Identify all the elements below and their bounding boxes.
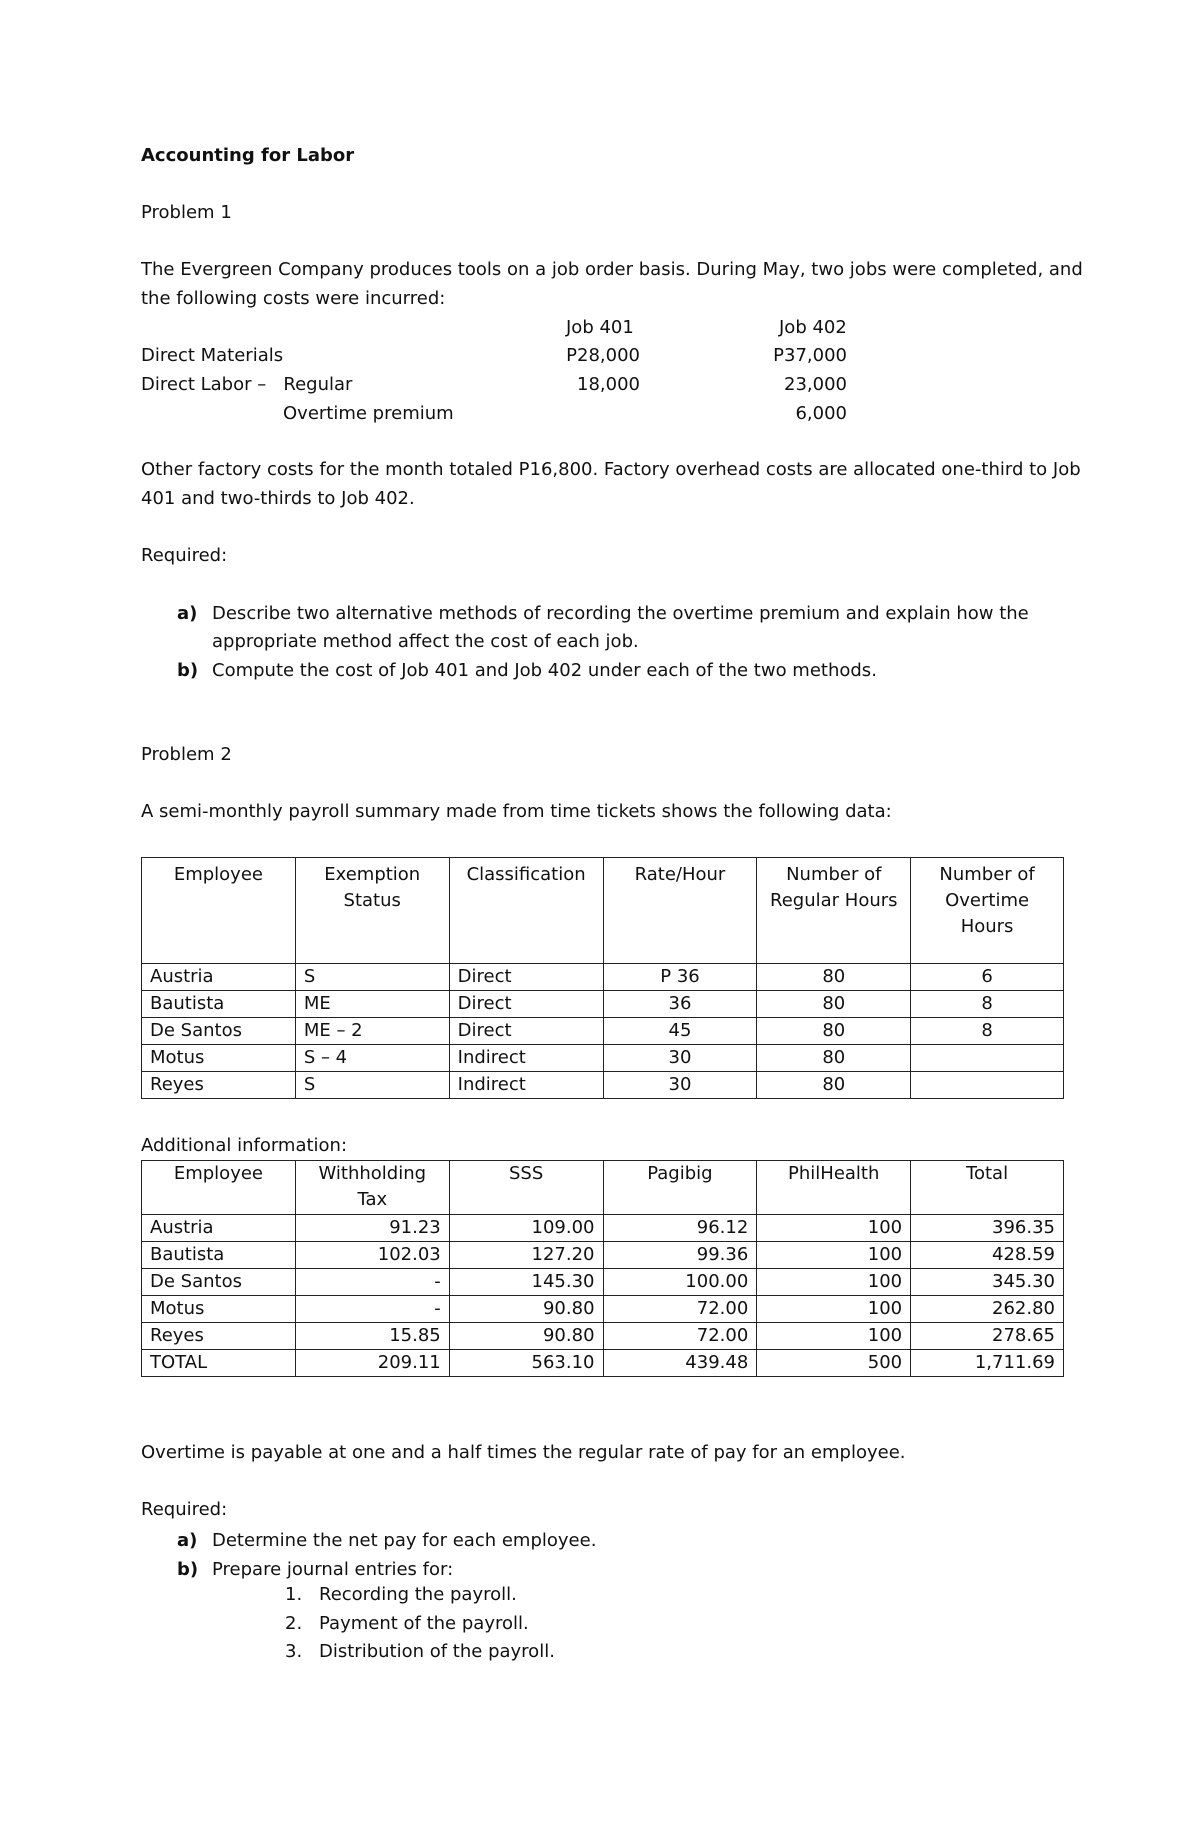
table-row xyxy=(142,964,1064,991)
table-cell: TOTAL xyxy=(142,1350,296,1377)
item-text: Describe two alternative methods of recording the overtime premium and explain how the appropriate method affect the cost of each job. xyxy=(212,603,1029,652)
required-item-a xyxy=(177,1527,1047,1555)
problem1-intro-line1: The Evergreen Company produces tools on a job order basis. During May, two jobs were completed, and xyxy=(141,259,1083,280)
table-cell: 100 xyxy=(757,1269,911,1296)
job402-header: Job 402 xyxy=(779,317,847,338)
table-cell: 80 xyxy=(757,964,911,991)
table-cell: 262.80 xyxy=(911,1296,1064,1323)
table-cell: 102.03 xyxy=(295,1242,449,1269)
table-row xyxy=(142,1018,1064,1045)
item-marker: 2. xyxy=(285,1613,303,1634)
column-header: Rate/Hour xyxy=(603,858,757,964)
table-cell: 30 xyxy=(603,1072,757,1099)
table-cell: 96.12 xyxy=(603,1215,757,1242)
table-cell: 439.48 xyxy=(603,1350,757,1377)
item-text: Determine the net pay for each employee. xyxy=(212,1530,597,1551)
table-cell: P 36 xyxy=(603,964,757,991)
item-marker: a) xyxy=(177,603,198,624)
table-cell: Direct xyxy=(449,1018,603,1045)
job401-header: Job 401 xyxy=(566,317,634,338)
table-row xyxy=(142,1215,1064,1242)
additional-info-label: Additional information: xyxy=(141,1135,348,1156)
table-cell: Austria xyxy=(142,964,296,991)
table-cell: De Santos xyxy=(142,1018,296,1045)
cost-row-job402: 6,000 xyxy=(795,403,847,424)
table-cell: 90.80 xyxy=(449,1323,603,1350)
table-cell: ME – 2 xyxy=(295,1018,449,1045)
table-cell: 428.59 xyxy=(911,1242,1064,1269)
required-item-b xyxy=(177,1556,1047,1584)
column-header: Total xyxy=(911,1161,1064,1215)
cost-row-label: Overtime premium xyxy=(283,403,454,424)
payroll-summary-table xyxy=(141,857,1064,1099)
cost-row-job401: 18,000 xyxy=(577,374,640,395)
table-cell: 80 xyxy=(757,1045,911,1072)
item-text: Prepare journal entries for: xyxy=(212,1559,454,1580)
table-cell: 563.10 xyxy=(449,1350,603,1377)
column-header: Employee xyxy=(142,858,296,964)
column-header: Number of Overtime Hours xyxy=(911,858,1064,964)
problem1-other-line2: 401 and two-thirds to Job 402. xyxy=(141,488,415,509)
table-cell: 100 xyxy=(757,1296,911,1323)
table-cell: 1,711.69 xyxy=(911,1350,1064,1377)
table-cell: Bautista xyxy=(142,991,296,1018)
item-marker: a) xyxy=(177,1530,198,1551)
item-text: Distribution of the payroll. xyxy=(319,1641,555,1662)
table-cell: 8 xyxy=(911,991,1064,1018)
table-cell: 278.65 xyxy=(911,1323,1064,1350)
table-cell: 36 xyxy=(603,991,757,1018)
item-text: Payment of the payroll. xyxy=(319,1613,529,1634)
table-cell: Reyes xyxy=(142,1072,296,1099)
table-cell: - xyxy=(295,1296,449,1323)
table-cell: 127.20 xyxy=(449,1242,603,1269)
deductions-table xyxy=(141,1160,1064,1377)
item-marker: b) xyxy=(177,660,199,681)
table-cell: Motus xyxy=(142,1045,296,1072)
table-cell: Direct xyxy=(449,991,603,1018)
table-row xyxy=(142,991,1064,1018)
table-cell: 145.30 xyxy=(449,1269,603,1296)
table-cell: S xyxy=(295,964,449,991)
table-row xyxy=(142,1045,1064,1072)
table-row xyxy=(142,1296,1064,1323)
table-cell: Reyes xyxy=(142,1323,296,1350)
cost-row-job402: 23,000 xyxy=(784,374,847,395)
table-cell: 6 xyxy=(911,964,1064,991)
column-header: Pagibig xyxy=(603,1161,757,1215)
column-header: Exemption Status xyxy=(295,858,449,964)
column-header: Withholding Tax xyxy=(295,1161,449,1215)
table-cell: - xyxy=(295,1269,449,1296)
table-cell: Bautista xyxy=(142,1242,296,1269)
table-cell: 30 xyxy=(603,1045,757,1072)
required-item-b xyxy=(177,657,1047,685)
sub-item-1 xyxy=(285,1584,517,1605)
problem2-heading: Problem 2 xyxy=(141,744,232,765)
problem1-required-label: Required: xyxy=(141,545,228,566)
table-cell: 45 xyxy=(603,1018,757,1045)
table-cell: 8 xyxy=(911,1018,1064,1045)
table-cell: 500 xyxy=(757,1350,911,1377)
document-title: Accounting for Labor xyxy=(141,145,355,166)
problem2-required-label: Required: xyxy=(141,1499,228,1520)
table-cell: 80 xyxy=(757,991,911,1018)
problem1-intro-line2: the following costs were incurred: xyxy=(141,288,446,309)
table-cell: S – 4 xyxy=(295,1045,449,1072)
table-cell: 345.30 xyxy=(911,1269,1064,1296)
problem2-intro: A semi-monthly payroll summary made from time tickets shows the following data: xyxy=(141,801,892,822)
table-row xyxy=(142,1269,1064,1296)
table-cell: 100 xyxy=(757,1323,911,1350)
table-cell: 15.85 xyxy=(295,1323,449,1350)
table-cell: 91.23 xyxy=(295,1215,449,1242)
table-cell: 72.00 xyxy=(603,1323,757,1350)
table-row xyxy=(142,1072,1064,1099)
table-header-row xyxy=(142,1161,1064,1215)
table-total-row xyxy=(142,1350,1064,1377)
column-header: PhilHealth xyxy=(757,1161,911,1215)
table-cell: 72.00 xyxy=(603,1296,757,1323)
table-cell: 80 xyxy=(757,1018,911,1045)
item-marker: 3. xyxy=(285,1641,303,1662)
item-text: Recording the payroll. xyxy=(319,1584,517,1605)
table-cell: Indirect xyxy=(449,1072,603,1099)
table-cell: Austria xyxy=(142,1215,296,1242)
problem1-other-line1: Other factory costs for the month totaled P16,800. Factory overhead costs are allocated one-third to Job xyxy=(141,459,1081,480)
column-header: Classification xyxy=(449,858,603,964)
cost-row-label: Direct Labor – Regular xyxy=(141,374,353,395)
sub-item-2 xyxy=(285,1613,529,1634)
table-cell: De Santos xyxy=(142,1269,296,1296)
table-cell: ME xyxy=(295,991,449,1018)
problem1-heading: Problem 1 xyxy=(141,202,232,223)
item-marker: b) xyxy=(177,1559,199,1580)
column-header: Employee xyxy=(142,1161,296,1215)
cost-row-job402: P37,000 xyxy=(773,345,847,366)
sub-item-3 xyxy=(285,1641,555,1662)
column-header: SSS xyxy=(449,1161,603,1215)
item-marker: 1. xyxy=(285,1584,303,1605)
table-header-row xyxy=(142,858,1064,964)
table-cell: S xyxy=(295,1072,449,1099)
table-cell: Indirect xyxy=(449,1045,603,1072)
table-cell: 99.36 xyxy=(603,1242,757,1269)
table-row xyxy=(142,1323,1064,1350)
table-cell: 209.11 xyxy=(295,1350,449,1377)
column-header: Number of Regular Hours xyxy=(757,858,911,964)
table-cell: Motus xyxy=(142,1296,296,1323)
table-cell xyxy=(911,1072,1064,1099)
table-cell: 396.35 xyxy=(911,1215,1064,1242)
table-cell xyxy=(911,1045,1064,1072)
table-cell: 100 xyxy=(757,1242,911,1269)
table-cell: 80 xyxy=(757,1072,911,1099)
table-cell: 100.00 xyxy=(603,1269,757,1296)
table-row xyxy=(142,1242,1064,1269)
table-cell: Direct xyxy=(449,964,603,991)
item-text: Compute the cost of Job 401 and Job 402 under each of the two methods. xyxy=(212,660,877,681)
table-cell: 109.00 xyxy=(449,1215,603,1242)
table-cell: 90.80 xyxy=(449,1296,603,1323)
required-item-a xyxy=(177,600,1047,656)
overtime-note: Overtime is payable at one and a half times the regular rate of pay for an employee. xyxy=(141,1442,906,1463)
cost-row-label: Direct Materials xyxy=(141,345,284,366)
table-cell: 100 xyxy=(757,1215,911,1242)
cost-row-job401: P28,000 xyxy=(566,345,640,366)
